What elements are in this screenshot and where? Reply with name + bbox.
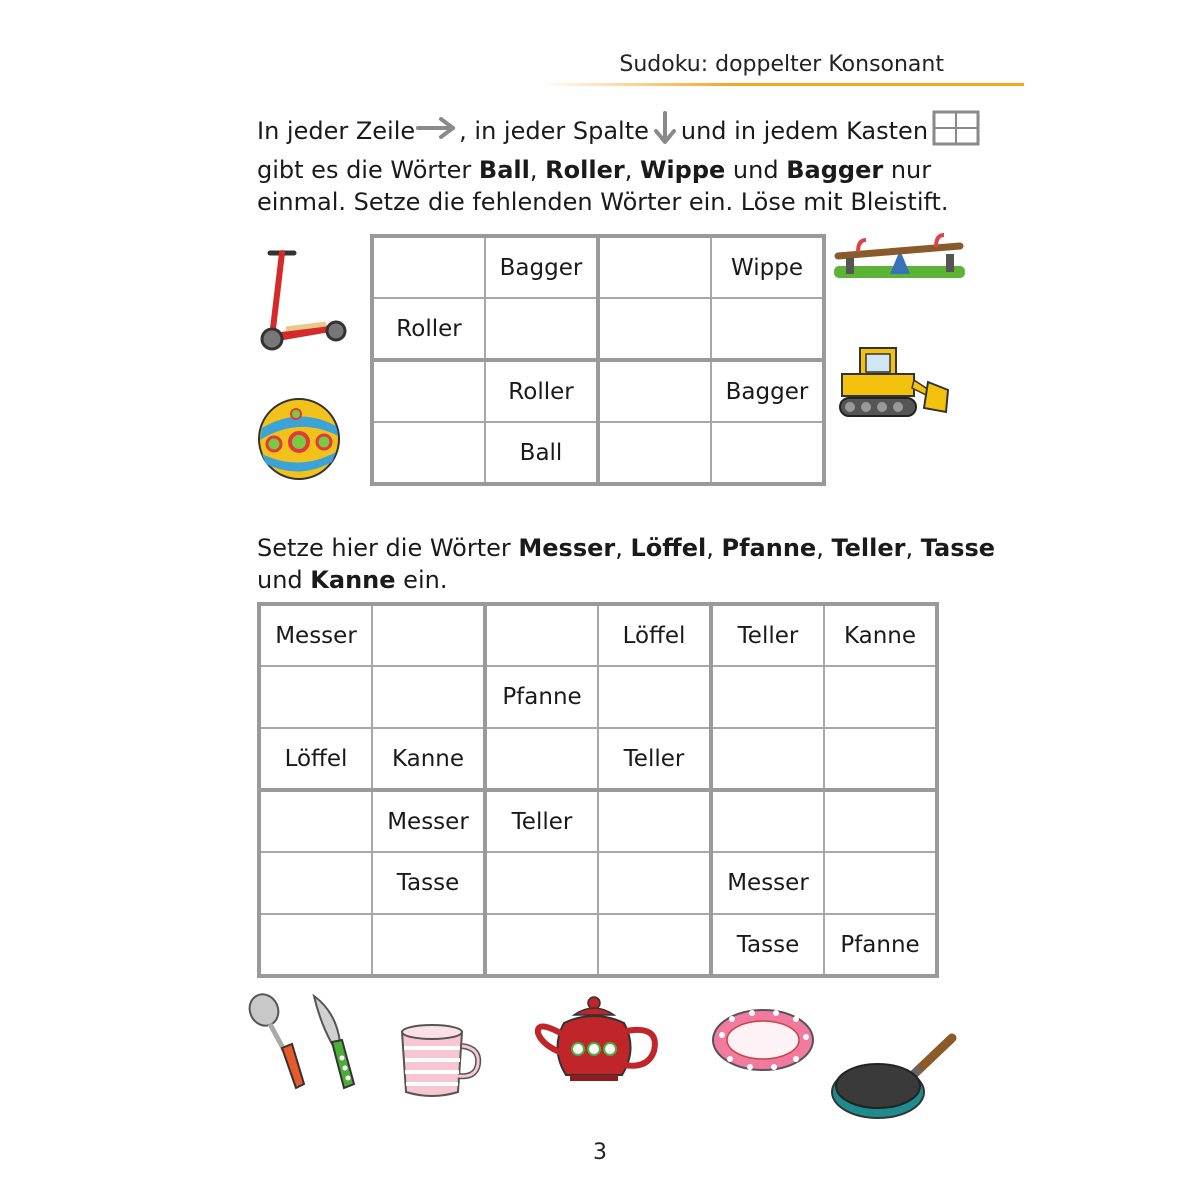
sudoku-cell-given: Kanne (372, 728, 485, 790)
sudoku-cell-empty[interactable] (711, 298, 824, 360)
page-header-title: Sudoku: doppelter Konsonant (619, 52, 944, 77)
page-number: 3 (593, 1140, 607, 1165)
sudoku-row (259, 666, 937, 728)
sudoku-cell-empty[interactable] (259, 666, 372, 728)
word-loeffel: Löffel (630, 534, 707, 562)
sudoku-cell-empty[interactable] (598, 790, 711, 852)
word-wippe: Wippe (639, 156, 726, 184)
instr-text: gibt es die Wörter (257, 156, 479, 184)
sudoku-cell-empty[interactable] (259, 852, 372, 914)
sudoku-row (259, 728, 937, 790)
sudoku-cell-empty[interactable] (485, 298, 598, 360)
sudoku-cell-given: Roller (485, 360, 598, 422)
instr-text: ein. (395, 566, 448, 594)
sudoku-row (259, 790, 937, 852)
separator: , (615, 534, 631, 562)
scooter-icon (252, 245, 352, 359)
spoon-icon (246, 992, 308, 1096)
sudoku-cell-empty[interactable] (485, 728, 598, 790)
header-rule (540, 83, 1024, 86)
separator: , (905, 534, 921, 562)
sudoku-row (259, 914, 937, 976)
sudoku-cell-empty[interactable] (485, 604, 598, 666)
instr-text: und in jedem Kasten (680, 117, 929, 145)
sudoku-cell-given: Messer (372, 790, 485, 852)
sudoku-row (259, 604, 937, 666)
arrow-right-icon (415, 116, 459, 148)
sudoku-cell-empty[interactable] (485, 852, 598, 914)
sudoku-cell-given: Roller (372, 298, 485, 360)
sudoku-cell-given: Teller (485, 790, 598, 852)
box-grid-icon (932, 110, 980, 154)
exercise2-line1 (257, 532, 995, 564)
sudoku-cell-empty[interactable] (598, 422, 711, 484)
sudoku-cell-empty[interactable] (372, 422, 485, 484)
word-pfanne: Pfanne (721, 534, 817, 562)
sudoku-cell-empty[interactable] (824, 790, 937, 852)
sudoku-cell-given: Kanne (824, 604, 937, 666)
frying-pan-icon (828, 1030, 963, 1129)
sudoku-cell-given: Bagger (711, 360, 824, 422)
sudoku-cell-given: Pfanne (824, 914, 937, 976)
sudoku-cell-empty[interactable] (824, 852, 937, 914)
sudoku-cell-given: Wippe (711, 236, 824, 298)
sudoku-cell-empty[interactable] (598, 666, 711, 728)
sudoku-cell-empty[interactable] (711, 728, 824, 790)
sudoku-cell-empty[interactable] (711, 422, 824, 484)
instr-text: , in jeder Spalte (459, 117, 649, 145)
ball-icon (256, 396, 342, 486)
word-roller: Roller (545, 156, 625, 184)
sudoku-cell-empty[interactable] (598, 236, 711, 298)
word-messer: Messer (518, 534, 616, 562)
plate-icon (708, 1005, 818, 1079)
exercise1-instructions (257, 110, 980, 218)
sudoku-cell-empty[interactable] (824, 728, 937, 790)
sudoku-cell-empty[interactable] (824, 666, 937, 728)
exercise2-line2 (257, 564, 995, 596)
word-tasse: Tasse (920, 534, 996, 562)
sudoku-cell-given: Pfanne (485, 666, 598, 728)
separator: , (529, 156, 546, 184)
sudoku-grid-4x4 (370, 234, 826, 486)
bulldozer-icon (836, 340, 956, 429)
instr-text: und (257, 566, 311, 594)
sudoku-cell-empty[interactable] (372, 360, 485, 422)
word-bagger: Bagger (786, 156, 884, 184)
sudoku-cell-given: Teller (598, 728, 711, 790)
teapot-icon (532, 995, 667, 1089)
instr-text: In jeder Zeile (257, 117, 416, 145)
word-teller: Teller (831, 534, 906, 562)
sudoku-cell-given: Messer (259, 604, 372, 666)
seesaw-icon (832, 230, 967, 289)
sudoku-cell-given: Ball (485, 422, 598, 484)
sudoku-cell-given: Messer (711, 852, 824, 914)
instr-text: Setze hier die Wörter (257, 534, 519, 562)
separator: , (624, 156, 640, 184)
sudoku-cell-empty[interactable] (259, 914, 372, 976)
sudoku-cell-empty[interactable] (372, 914, 485, 976)
sudoku-cell-empty[interactable] (372, 666, 485, 728)
word-ball: Ball (478, 156, 530, 184)
sudoku-cell-given: Löffel (598, 604, 711, 666)
sudoku-cell-empty[interactable] (598, 298, 711, 360)
sudoku-cell-empty[interactable] (372, 236, 485, 298)
sudoku-cell-given: Tasse (372, 852, 485, 914)
sudoku-grid-6x6 (257, 602, 939, 978)
sudoku-row (372, 360, 824, 422)
sudoku-cell-empty[interactable] (485, 914, 598, 976)
exercise2-instructions (257, 532, 995, 596)
separator: , (706, 534, 722, 562)
sudoku-cell-empty[interactable] (598, 360, 711, 422)
sudoku-cell-empty[interactable] (598, 852, 711, 914)
sudoku-cell-given: Löffel (259, 728, 372, 790)
sudoku-cell-given: Bagger (485, 236, 598, 298)
exercise1-line3: einmal. Setze die fehlenden Wörter ein. Löse mit Bleistift. (257, 188, 949, 216)
arrow-down-icon (653, 110, 677, 154)
sudoku-cell-empty[interactable] (259, 790, 372, 852)
sudoku-row (259, 852, 937, 914)
cup-icon (398, 1020, 484, 1104)
sudoku-cell-empty[interactable] (711, 790, 824, 852)
sudoku-cell-empty[interactable] (711, 666, 824, 728)
sudoku-cell-empty[interactable] (372, 604, 485, 666)
word-kanne: Kanne (310, 566, 396, 594)
exercise1-line1 (257, 110, 980, 154)
sudoku-cell-given: Teller (711, 604, 824, 666)
exercise1-line2 (257, 154, 980, 186)
sudoku-row (372, 298, 824, 360)
separator: , (816, 534, 832, 562)
sudoku-row (372, 236, 824, 298)
sudoku-cell-given: Tasse (711, 914, 824, 976)
sudoku-cell-empty[interactable] (598, 914, 711, 976)
sudoku-row (372, 422, 824, 484)
separator: und (725, 156, 787, 184)
knife-icon (306, 992, 366, 1096)
instr-text: nur (883, 156, 932, 184)
